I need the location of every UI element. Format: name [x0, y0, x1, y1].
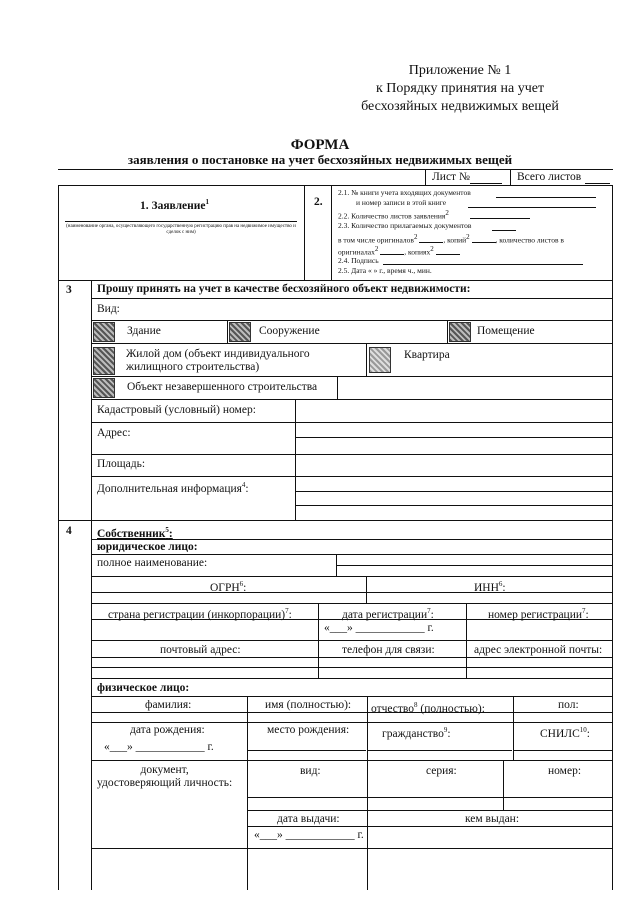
attached-docs-label: 2.3. Количество прилагаемых документов: [338, 221, 472, 230]
citizenship-text: гражданство: [382, 727, 444, 740]
frame-left: [58, 185, 59, 890]
house-label: [126, 348, 310, 374]
doc-number-field[interactable]: [504, 780, 612, 809]
doc-type-label: вид:: [300, 765, 321, 777]
first-name-label: имя (полностью):: [265, 699, 352, 711]
inn-label: ИНН$^6$:: [474, 580, 506, 594]
footnote-ref: 5: [165, 526, 169, 534]
reg-country-field[interactable]: [92, 620, 317, 639]
rule: [337, 376, 338, 399]
patronymic-tail: (полностью):: [417, 702, 485, 715]
rule: [510, 169, 511, 185]
sheet-number-field[interactable]: [470, 183, 502, 184]
section1-title-text: 1. Заявление: [140, 199, 206, 212]
record-number-label: и номер записи в этой книге: [356, 198, 447, 207]
rule: [247, 797, 613, 798]
doc-series-label: серия:: [426, 765, 457, 777]
appendix-header: [350, 62, 570, 116]
first-name-field[interactable]: [248, 713, 366, 722]
house-checkbox[interactable]: [93, 347, 115, 375]
rule: [91, 576, 613, 577]
rule: [247, 810, 613, 811]
issued-by-field[interactable]: [368, 827, 612, 847]
rule: [91, 376, 613, 377]
postal-address-label: почтовый адрес:: [160, 644, 241, 656]
snils-field[interactable]: [514, 750, 612, 751]
appendix-line-1: Приложение № 1: [408, 63, 512, 78]
copies-sheets-label: , копиях: [404, 247, 431, 257]
signature-label: 2.4. Подпись: [338, 256, 379, 265]
cadastral-field[interactable]: [296, 400, 612, 421]
address-label: Адрес:: [97, 427, 131, 439]
rule: [367, 810, 368, 890]
incoming-book-field[interactable]: [496, 197, 596, 198]
reg-number-field[interactable]: [467, 620, 612, 639]
phone-label: телефон для связи:: [342, 644, 435, 656]
reg-number-text: номер регистрации: [488, 608, 583, 621]
copies-label: , копий: [443, 235, 467, 245]
copies-field[interactable]: [472, 242, 496, 243]
id-document-line1: документ,: [140, 764, 189, 776]
rule: [91, 298, 613, 299]
sex-label: пол:: [558, 699, 579, 711]
originals-field[interactable]: [419, 242, 443, 243]
legal-entity-heading: юридическое лицо:: [97, 541, 198, 553]
issue-date-label: дата выдачи:: [277, 813, 340, 825]
rule: [304, 185, 305, 280]
rule: [91, 320, 613, 321]
extra-info-text: Дополнительная информация: [97, 482, 242, 495]
citizenship-label: гражданство$^9$:: [382, 726, 451, 740]
section3-heading: Прошу принять на учет в качестве бесхозяйного объект недвижимости:: [97, 283, 471, 295]
surname-field[interactable]: [92, 713, 246, 722]
postal-address-field[interactable]: [92, 658, 317, 677]
full-name-field[interactable]: [337, 555, 612, 575]
rule: [91, 696, 613, 697]
id-document-line2: удостоверяющий личность:: [97, 777, 233, 789]
ogrn-text: ОГРН: [210, 581, 240, 594]
signature-field[interactable]: [383, 264, 583, 265]
rule: [58, 280, 613, 281]
issue-date-field[interactable]: «___» ____________ г.: [254, 829, 364, 841]
extra-info-label: Дополнительная информация$^4$:: [97, 481, 249, 495]
rule: [91, 603, 613, 604]
surname-label: фамилия:: [145, 699, 192, 711]
sheets-in-label: , количество листов в: [495, 235, 564, 245]
room-checkbox[interactable]: [449, 322, 471, 342]
patronymic-field[interactable]: [368, 713, 512, 722]
footnote-ref: 7: [427, 607, 431, 615]
rule: [91, 280, 92, 520]
total-sheets-label: Всего листов: [517, 171, 582, 183]
natural-person-heading: физическое лицо:: [97, 682, 190, 694]
birth-date-label: дата рождения:: [130, 724, 205, 736]
record-number-field[interactable]: [468, 207, 596, 208]
authority-line: [65, 221, 297, 222]
house-label-line1: Жилой дом (объект индивидуального: [126, 348, 310, 360]
footnote-ref: 7: [285, 607, 289, 615]
rule: [58, 520, 613, 521]
area-label: Площадь:: [97, 458, 146, 470]
email-label: адрес электронной почты:: [474, 644, 603, 656]
total-sheets-field[interactable]: [585, 183, 610, 184]
reg-country-label: страна регистрации (инкорпорации)$^7$:: [108, 607, 292, 621]
cadastral-label: Кадастровый (условный) номер:: [97, 404, 256, 416]
reg-date-label: дата регистрации$^7$:: [342, 607, 434, 621]
frame-right: [612, 185, 613, 890]
doc-series-field[interactable]: [368, 780, 502, 809]
incoming-book-label: 2.1. № книги учета входящих документов: [338, 188, 471, 197]
footnote-ref: 1: [205, 198, 210, 206]
rule: [366, 343, 367, 376]
reg-number-label: номер регистрации$^7$:: [488, 607, 589, 621]
building-checkbox[interactable]: [93, 322, 115, 342]
id-document-label: [97, 764, 232, 790]
birth-date-field[interactable]: «___» ____________ г.: [104, 741, 214, 753]
owner-heading: Собственник$^5$:: [97, 526, 173, 540]
originals-sheets-row: оригиналах$^2$ , копиях$^2$: [338, 245, 460, 257]
ogrn-field[interactable]: [92, 593, 365, 603]
appendix-line-3: бесхозяйных недвижимых вещей: [361, 99, 559, 114]
rule: [331, 185, 332, 280]
originals-sheets-field[interactable]: [380, 254, 404, 255]
email-field[interactable]: [467, 658, 612, 677]
footnote-ref: 6: [239, 580, 244, 588]
application-sheets-label: 2.2. Количество листов заявления$^2$: [338, 209, 449, 221]
rule: [58, 169, 613, 170]
authority-caption: (наименование органа, осуществляющего государственную регистрацию прав на недвижимое имущество и сделок с ним): [66, 224, 296, 235]
application-sheets-text: 2.2. Количество листов заявления: [338, 211, 446, 221]
reg-date-text: дата регистрации: [342, 608, 428, 621]
reg-date-field[interactable]: «___» ____________ г.: [324, 622, 434, 634]
rule: [91, 640, 613, 641]
footnote-ref: 7: [582, 607, 586, 615]
address-field[interactable]: [296, 423, 612, 454]
sheet-number-label: Лист №: [432, 171, 470, 183]
application-sheets-field[interactable]: [470, 218, 530, 219]
ogrn-label: ОГРН$^6$:: [210, 580, 247, 594]
structure-checkbox[interactable]: [229, 322, 251, 342]
inn-field[interactable]: [367, 593, 612, 603]
footnote-ref: 4: [241, 481, 246, 489]
footnote-ref: 6: [498, 580, 503, 588]
rule: [91, 848, 613, 849]
rule: [91, 722, 613, 723]
extra-info-field[interactable]: [296, 477, 612, 519]
rule: [91, 760, 613, 761]
attached-docs-field[interactable]: [492, 230, 516, 231]
originals-label: в том числе оригиналов: [338, 235, 414, 245]
doc-number-label: номер:: [548, 765, 582, 777]
authority-field[interactable]: [65, 205, 297, 221]
appendix-line-2: к Порядку принятия на учет: [375, 81, 545, 96]
doc-type-field[interactable]: [248, 780, 366, 809]
rule: [318, 603, 319, 640]
full-name-label: полное наименование:: [97, 557, 208, 569]
phone-field[interactable]: [319, 658, 465, 677]
building-label: Здание: [127, 325, 161, 337]
rule: [91, 539, 613, 540]
reg-country-text: страна регистрации (инкорпорации): [108, 608, 286, 621]
structure-label: Сооружение: [259, 325, 320, 337]
footnote-ref: 10: [579, 726, 587, 734]
section3-number: 3: [66, 284, 72, 296]
patronymic-text: отчество: [371, 702, 415, 715]
rule: [91, 678, 613, 679]
rule: [227, 320, 228, 343]
originals-sheets-label: оригиналах: [338, 247, 375, 257]
form-title: ФОРМА: [290, 137, 350, 153]
copies-sheets-field[interactable]: [436, 254, 460, 255]
birth-place-label: место рождения:: [267, 724, 350, 736]
section2-number: 2.: [314, 196, 323, 208]
citizenship-field[interactable]: [368, 750, 512, 751]
footnote-ref: 9: [443, 726, 448, 734]
sex-field[interactable]: [514, 713, 612, 722]
unfinished-checkbox[interactable]: [93, 378, 115, 398]
date-time-label: 2.5. Дата « » г., время ч., мин.: [338, 266, 432, 275]
section4-number: 4: [66, 525, 72, 537]
flat-checkbox[interactable]: [369, 347, 391, 373]
rule: [425, 169, 426, 185]
house-label-line2: жилищного строительства): [126, 361, 260, 373]
type-label: Вид:: [97, 303, 120, 315]
flat-label: Квартира: [404, 349, 450, 361]
owner-text: Собственник: [97, 527, 166, 540]
footnote-ref: 8: [414, 701, 418, 709]
rule: [91, 343, 613, 344]
form-subtitle: заявления о постановке на учет бесхозяйных недвижимых вещей: [127, 152, 513, 167]
rule: [58, 185, 613, 186]
rule: [447, 320, 448, 343]
snils-label: СНИЛС$^{10}$:: [540, 726, 590, 740]
unfinished-label: Объект незавершенного строительства: [127, 381, 318, 393]
snils-text: СНИЛС: [540, 727, 580, 740]
originals-row: в том числе оригиналов$^2$ , копий$^2$ , количество листов в: [338, 233, 564, 245]
inn-text: ИНН: [474, 581, 499, 594]
issued-by-label: кем выдан:: [465, 813, 520, 825]
birth-place-field[interactable]: [248, 750, 366, 751]
room-label: Помещение: [477, 325, 535, 337]
area-field[interactable]: [296, 455, 612, 475]
